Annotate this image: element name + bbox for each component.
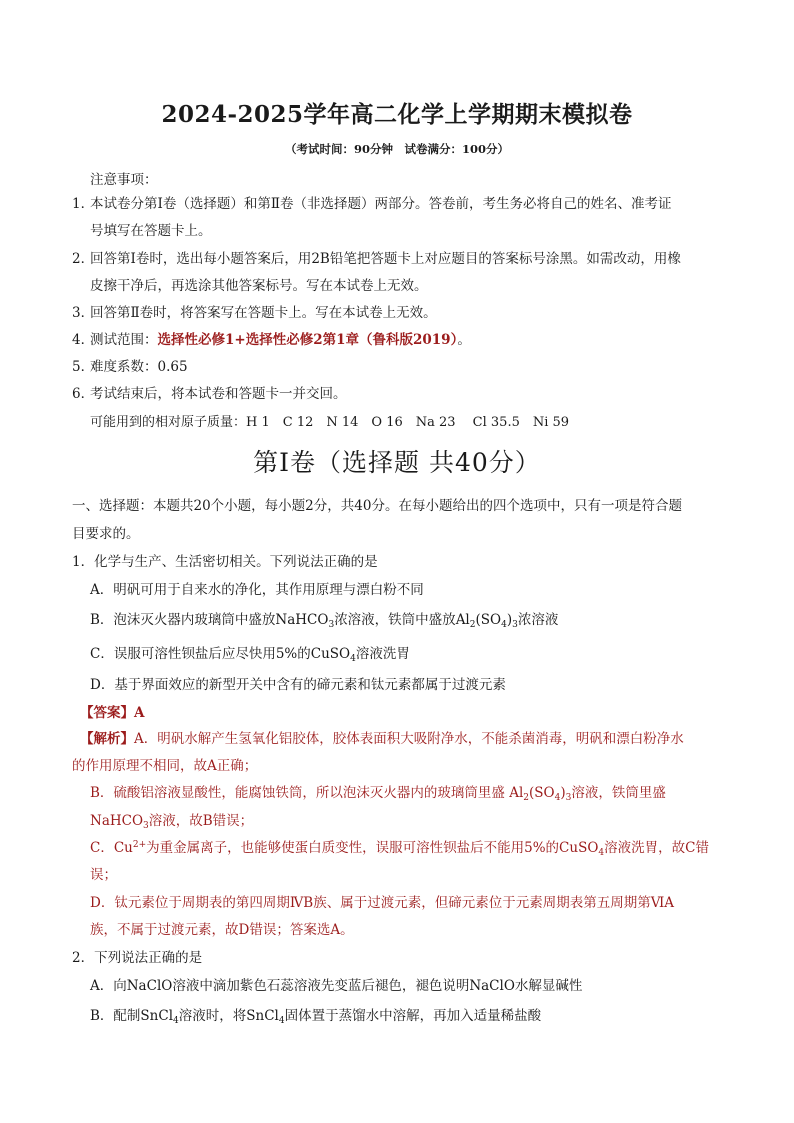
explanation-line: 族，不属于过渡元素，故D错误；答案选A。 [90, 922, 354, 938]
formula: CuSO [310, 646, 351, 662]
explanation-line: 误； [90, 867, 117, 883]
note-number: 1． [72, 196, 95, 212]
test-scope: 选择性必修1+选择性必修2第1章（鲁科版2019） [157, 332, 458, 348]
formula: NaHCO [90, 813, 144, 829]
note-text: 回答第Ⅱ卷时，将答案写在答题卡上。写在本试卷上无效。 [90, 305, 437, 321]
note-item-5 [72, 361, 188, 375]
note-text: 本试卷分第Ⅰ卷（选择题）和第Ⅱ卷（非选择题）两部分。答卷前，考生务必将自己的姓名、准考证 [90, 196, 672, 212]
subscript: 3 [512, 620, 518, 630]
subscript: 4 [598, 848, 605, 858]
explanation-text: 溶液洗胃，故C错 [604, 840, 709, 856]
question-1-answer: 【答案】A [80, 705, 145, 721]
question-1-option-a: A．明矾可用于自来水的净化，其作用原理与漂白粉不同 [90, 582, 424, 598]
subscript: 2 [523, 793, 530, 803]
explanation-line [90, 841, 709, 858]
explanation-text: 溶液，故B错误； [148, 813, 254, 829]
note-item-6 [72, 388, 347, 402]
subscript: 4 [350, 654, 356, 664]
question-2-option-a: A．向NaClO溶液中滴加紫色石蕊溶液先变蓝后褪色，褪色说明NaClO水解显碱性 [90, 978, 583, 994]
section-title: 第Ⅰ卷（选择题 共40分） [253, 448, 541, 477]
note-number: 4． [72, 332, 95, 348]
question-1-option-c [90, 648, 410, 664]
note-item-1-cont: 号填写在答题卡上。 [90, 223, 212, 239]
note-number: 5． [72, 359, 95, 375]
section-intro: 一、选择题：本题共20个小题，每小题2分，共40分。在每小题给出的四个选项中，只有一项是符合题 [72, 498, 682, 514]
question-1-option-d: D．基于界面效应的新型开关中含有的碲元素和钛元素都属于过渡元素 [90, 677, 506, 693]
explanation-line: D．钛元素位于周期表的第四周期ⅣB族、属于过渡元素，但碲元素位于元素周期表第五周期第ⅥA [90, 895, 675, 911]
note-item-2-cont: 皮擦干净后，再选涂其他答案标号。写在本试卷上无效。 [90, 278, 428, 294]
explanation-label: 【解析】 [80, 731, 134, 747]
explanation-line [90, 787, 666, 803]
subscript: 4 [501, 620, 507, 630]
note-number: 6． [72, 386, 95, 402]
formula: SnCl [140, 1008, 174, 1024]
note-item-2 [72, 253, 681, 267]
note-number: 3． [72, 305, 95, 321]
option-text: B．配制 [90, 1008, 141, 1024]
explanation-line: 的作用原理不相同，故A正确； [72, 758, 258, 774]
note-number: 2． [72, 251, 95, 267]
subscript: 3 [328, 620, 335, 630]
formula: (SO [529, 785, 555, 801]
formula: ) [506, 612, 513, 628]
formula: (SO [475, 612, 502, 628]
note-text: 测试范围： [90, 332, 158, 348]
option-text: 溶液洗胃 [355, 646, 410, 662]
question-1-explanation [80, 733, 684, 747]
note-item-1 [72, 198, 672, 212]
subscript: 3 [565, 793, 572, 803]
note-text: 考试结束后，将本试卷和答题卡一并交回。 [90, 386, 347, 402]
question-2-option-b [90, 1010, 541, 1026]
option-text: 浓溶液 [517, 612, 559, 628]
subscript: 2 [469, 620, 476, 630]
option-text: 固体置于蒸馏水中溶解，再加入适量稀盐酸 [284, 1008, 542, 1024]
formula: C．Cu [90, 840, 133, 856]
explanation-text: A．明矾水解产生氢氧化铝胶体，胶体表面积大吸附净水，不能杀菌消毒，明矾和漂白粉净水 [134, 731, 684, 747]
formula: SnCl [246, 1008, 279, 1024]
section-intro-cont: 目要求的。 [72, 526, 140, 542]
explanation-text: B．硫酸铝溶液显酸性，能腐蚀铁筒，所以泡沫灭火器内的玻璃筒里盛 Al [90, 785, 524, 801]
option-text: B．泡沫灭火器内玻璃筒中盛放 [90, 612, 276, 628]
subscript: 4 [554, 793, 561, 803]
option-text: C．误服可溶性钡盐后应尽快用5%的 [90, 646, 311, 662]
note-suffix: 。 [457, 332, 471, 348]
formula: NaHCO [275, 612, 329, 628]
note-text: 难度系数：0.65 [90, 359, 188, 375]
notes-heading: 注意事项： [90, 172, 158, 188]
option-text: 浓溶液，铁筒中盛放 [334, 612, 456, 628]
note-text: 回答第Ⅰ卷时，选出每小题答案后，用2B铅笔把答题卡上对应题目的答案标号涂黑。如需改动，用橡 [90, 251, 681, 267]
explanation-line [90, 815, 253, 831]
question-2-stem: 2．下列说法正确的是 [72, 950, 203, 966]
exam-title: 2024-2025学年高二化学上学期期末模拟卷 [161, 101, 633, 128]
formula: ) [560, 785, 566, 801]
question-1-stem: 1．化学与生产、生活密切相关。下列说法正确的是 [72, 554, 378, 570]
explanation-text: 为重金属离子，也能够使蛋白质变性，误服可溶性钡盐后不能用5%的CuSO [146, 840, 599, 856]
atomic-masses: 可能用到的相对原子质量：H 1 C 12 N 14 O 16 Na 23 Cl 35.5 Ni 59 [90, 415, 570, 430]
subscript: 4 [173, 1016, 179, 1026]
question-1-option-b [90, 614, 558, 630]
subscript: 3 [143, 821, 149, 831]
superscript: 2+ [132, 840, 147, 850]
explanation-text: 溶液，铁筒里盛 [571, 785, 666, 801]
exam-subtitle: （考试时间：90分钟 试卷满分：100分） [284, 142, 509, 156]
note-item-3 [72, 307, 437, 321]
option-text: 溶液时，将 [178, 1008, 247, 1024]
note-item-4 [72, 334, 471, 348]
subscript: 4 [278, 1016, 285, 1026]
formula: Al [455, 612, 470, 628]
